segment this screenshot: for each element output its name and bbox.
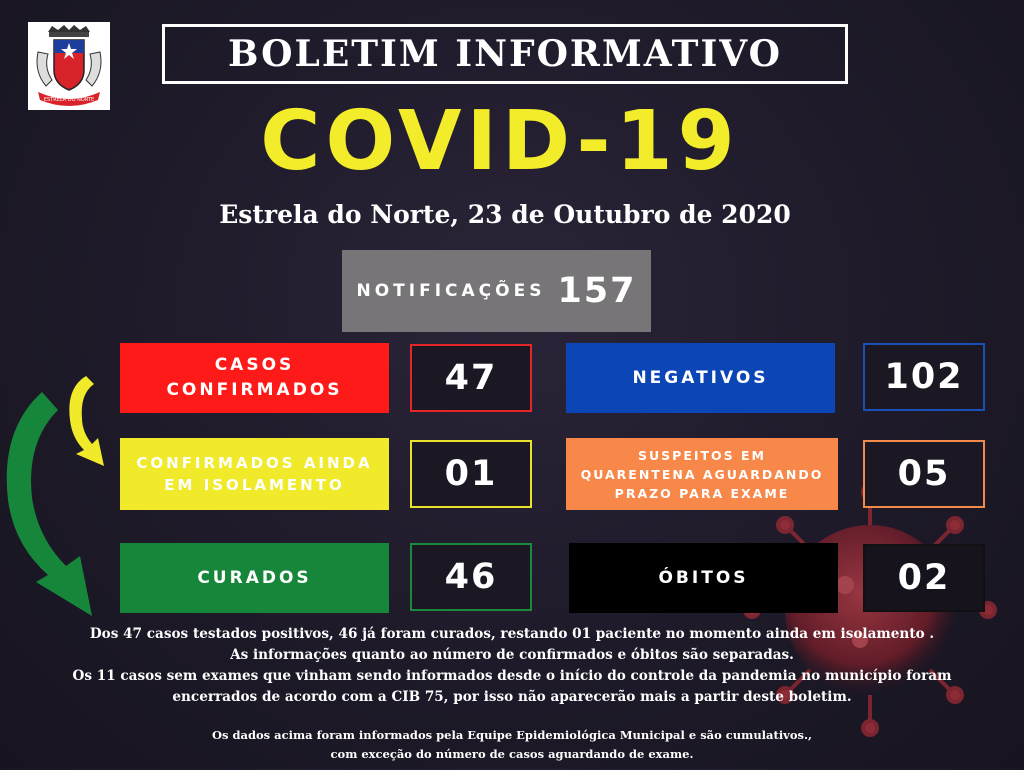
cured-label: CURADOS xyxy=(120,543,389,613)
bulletin-title: BOLETIM INFORMATIVO xyxy=(162,24,848,84)
notifications-value: 157 xyxy=(557,271,637,311)
summary-line1: Dos 47 casos testados positivos, 46 já foram curados, restando 01 paciente no momento ainda em isolamento . xyxy=(89,626,935,642)
virus-illustration xyxy=(730,470,1024,770)
location-date: Estrela do Norte, 23 de Outubro de 2020 xyxy=(219,200,791,229)
summary-line3: Os 11 casos sem exames que vinham sendo informados desde o início do controle da pandemia no município foram xyxy=(72,668,952,684)
deaths-value: 02 xyxy=(863,544,985,612)
notifications-label: NOTIFICAÇÕES xyxy=(356,281,546,301)
crest-text: ESTRELA DO NORTE xyxy=(43,97,95,103)
isolation-label xyxy=(120,438,389,510)
notifications-box xyxy=(342,250,651,332)
confirmed-cases-label xyxy=(120,343,389,413)
suspects-label xyxy=(566,438,838,510)
suspects-label-line3: PRAZO PARA EXAME xyxy=(614,485,790,501)
isolation-label-line2: EM ISOLAMENTO xyxy=(164,476,345,494)
suspects-label-line2: QUARENTENA AGUARDANDO xyxy=(580,466,824,482)
covid-headline: COVID-19 xyxy=(260,94,740,189)
isolation-label-line1: CONFIRMADOS AINDA xyxy=(136,454,373,472)
summary-text xyxy=(0,624,1024,708)
suspects-label-line1: SUSPEITOS EM xyxy=(638,447,766,463)
summary-line4: encerrados de acordo com a CIB 75, por isso não aparecerão mais a partir deste boletim. xyxy=(172,689,852,705)
yellow-curved-arrow-icon xyxy=(69,376,104,466)
suspects-value: 05 xyxy=(863,440,985,508)
source-note-line2: com exceção do número de casos aguardando de exame. xyxy=(330,747,694,761)
flow-arrows xyxy=(0,370,110,620)
confirmed-label-line1: CASOS xyxy=(214,355,295,375)
cured-value: 46 xyxy=(410,543,532,611)
isolation-value: 01 xyxy=(410,440,532,508)
confirmed-cases-value: 47 xyxy=(410,344,532,412)
source-note xyxy=(0,726,1024,764)
negatives-label: NEGATIVOS xyxy=(566,343,835,413)
confirmed-label-line2: CONFIRMADOS xyxy=(166,380,343,400)
source-note-line1: Os dados acima foram informados pela Equipe Epidemiológica Municipal e são cumulativos., xyxy=(211,728,813,742)
summary-line2: As informações quanto ao número de confirmados e óbitos são separadas. xyxy=(230,647,794,663)
negatives-value: 102 xyxy=(863,343,985,411)
deaths-label: ÓBITOS xyxy=(569,543,838,613)
